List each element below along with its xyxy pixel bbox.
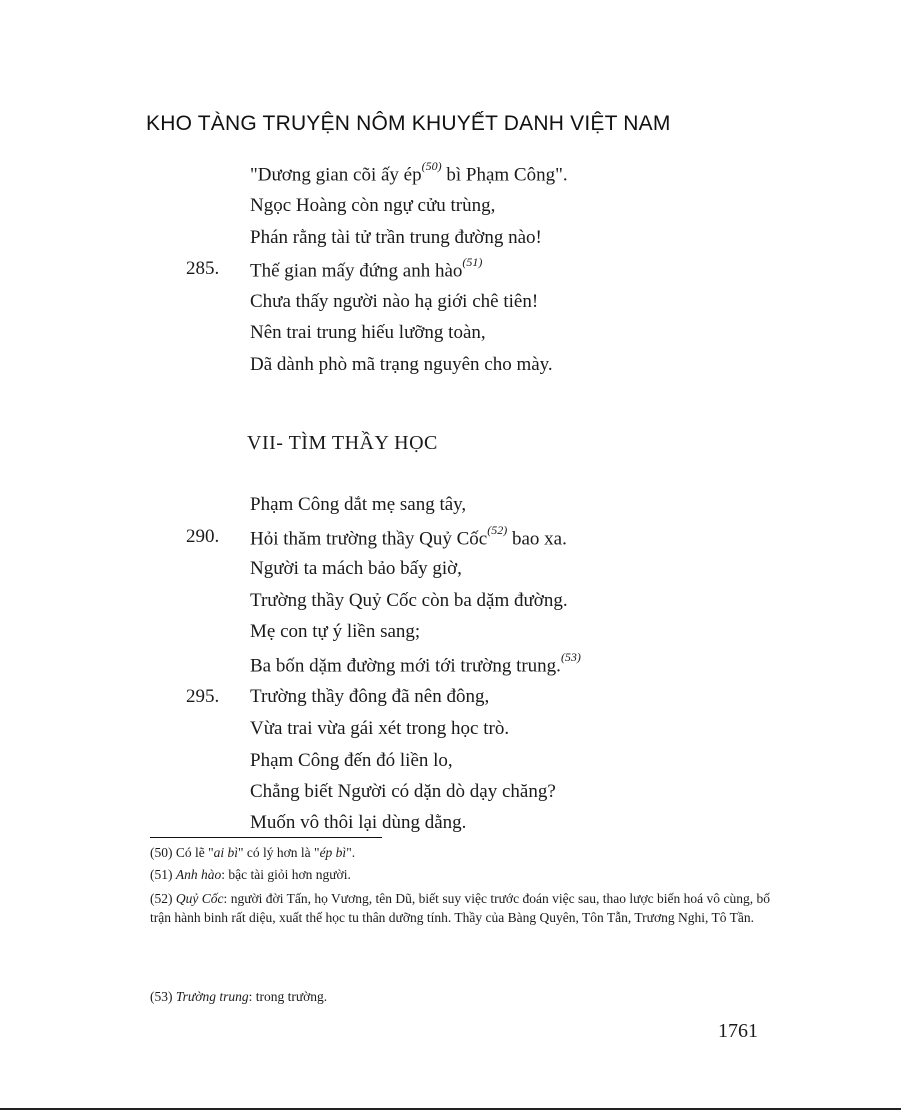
verse-text: Mẹ con tự ý liền sang; bbox=[250, 621, 421, 642]
verse-line bbox=[250, 159, 568, 186]
footnote-text: : người đời Tấn, họ Vương, tên Dũ, biết suy việc trước đoán việc sau, thao lược biến hoá vô cùng, bố trận hành binh rất diệu, xuất thế học tu thân dưỡng tính. Thầy của Bàng Quyên, Tôn Tẫn, Trương Nghi, Tô Tần. bbox=[150, 891, 770, 925]
page-number: 1761 bbox=[718, 1020, 758, 1042]
verse-line bbox=[250, 255, 483, 282]
line-number-295: 295. bbox=[186, 686, 220, 707]
verse-line bbox=[250, 558, 462, 580]
page-header: KHO TÀNG TRUYỆN NÔM KHUYẾT DANH VIỆT NAM bbox=[146, 112, 671, 135]
verse-text: Dã dành phò mã trạng nguyên cho mày. bbox=[250, 354, 553, 375]
verse-text-after: bao xa. bbox=[507, 528, 567, 550]
verse-line bbox=[250, 621, 420, 643]
footnote-50 bbox=[150, 845, 355, 861]
verse-line bbox=[250, 494, 466, 516]
verse-text: Trường thầy đông đã nên đông, bbox=[250, 686, 490, 707]
footnote-ref: (50) bbox=[421, 159, 442, 173]
footnote-number: (50) bbox=[150, 845, 173, 860]
verse-text: Chẳng biết Người có dặn dò dạy chăng? bbox=[250, 781, 556, 802]
verse-text: Trường thầy Quỷ Cốc còn ba dặm đường. bbox=[250, 590, 568, 611]
verse-line bbox=[250, 650, 581, 677]
verse-line bbox=[250, 686, 489, 708]
footnote-52 bbox=[150, 889, 770, 927]
footnote-number: (53) bbox=[150, 989, 173, 1004]
footnote-divider bbox=[150, 837, 382, 838]
verse-text: Phạm Công đến đó liền lo, bbox=[250, 750, 453, 771]
footnote-text: Có lẽ " bbox=[172, 845, 214, 860]
footnote-text: ". bbox=[346, 845, 356, 860]
page-bottom-edge bbox=[0, 1108, 901, 1110]
verse-text: "Dương gian cõi ấy ép bbox=[250, 164, 422, 186]
footnote-text: : bậc tài giỏi hơn người. bbox=[221, 867, 351, 882]
verse-text: Ba bốn dặm đường mới tới trường trung. bbox=[250, 655, 561, 677]
verse-text: Thế gian mấy đứng anh hào bbox=[250, 260, 463, 282]
footnote-number: (51) bbox=[150, 867, 173, 882]
verse-text: Người ta mách bảo bấy giờ, bbox=[250, 558, 462, 579]
verse-line bbox=[250, 291, 538, 313]
verse-text: Chưa thấy người nào hạ giới chê tiên! bbox=[250, 291, 539, 312]
verse-line bbox=[250, 750, 453, 772]
verse-text: Nên trai trung hiếu lưỡng toàn, bbox=[250, 322, 486, 343]
verse-text: Hỏi thăm trường thầy Quỷ Cốc bbox=[250, 528, 488, 550]
section-heading: VII- TÌM THẦY HỌC bbox=[247, 432, 438, 454]
line-number-285: 285. bbox=[186, 258, 220, 279]
footnote-term: Anh hào bbox=[175, 867, 222, 882]
footnote-53 bbox=[150, 989, 327, 1005]
verse-line bbox=[250, 781, 556, 803]
footnote-text: " có lý hơn là " bbox=[238, 845, 320, 860]
footnote-term: ai bì bbox=[213, 845, 239, 860]
verse-line bbox=[250, 812, 466, 834]
verse-line bbox=[250, 718, 509, 740]
verse-text: Ngọc Hoàng còn ngự cửu trùng, bbox=[250, 195, 496, 216]
verse-line bbox=[250, 523, 567, 550]
verse-line bbox=[250, 590, 568, 612]
verse-text: Vừa trai vừa gái xét trong học trò. bbox=[250, 718, 510, 739]
footnote-number: (52) bbox=[150, 891, 173, 906]
footnote-text: : trong trường. bbox=[248, 989, 328, 1004]
line-number-290: 290. bbox=[186, 526, 220, 547]
verse-text-after: bì Phạm Công". bbox=[441, 164, 568, 186]
verse-line bbox=[250, 227, 542, 249]
verse-line bbox=[250, 354, 553, 376]
footnote-ref: (52) bbox=[487, 523, 508, 537]
verse-text: Phán rằng tài tử trần trung đường nào! bbox=[250, 227, 542, 248]
verse-text: Phạm Công dắt mẹ sang tây, bbox=[250, 494, 467, 515]
verse-line bbox=[250, 322, 486, 344]
footnote-ref: (53) bbox=[560, 650, 581, 664]
footnote-ref: (51) bbox=[462, 255, 483, 269]
verse-text: Muốn vô thôi lại dùng dằng. bbox=[250, 812, 467, 833]
footnote-term: ép bì bbox=[319, 845, 347, 860]
footnote-term: Trường trung bbox=[175, 989, 249, 1004]
footnote-51 bbox=[150, 867, 351, 883]
footnote-term: Quỷ Cốc bbox=[175, 891, 224, 906]
verse-line bbox=[250, 195, 495, 217]
